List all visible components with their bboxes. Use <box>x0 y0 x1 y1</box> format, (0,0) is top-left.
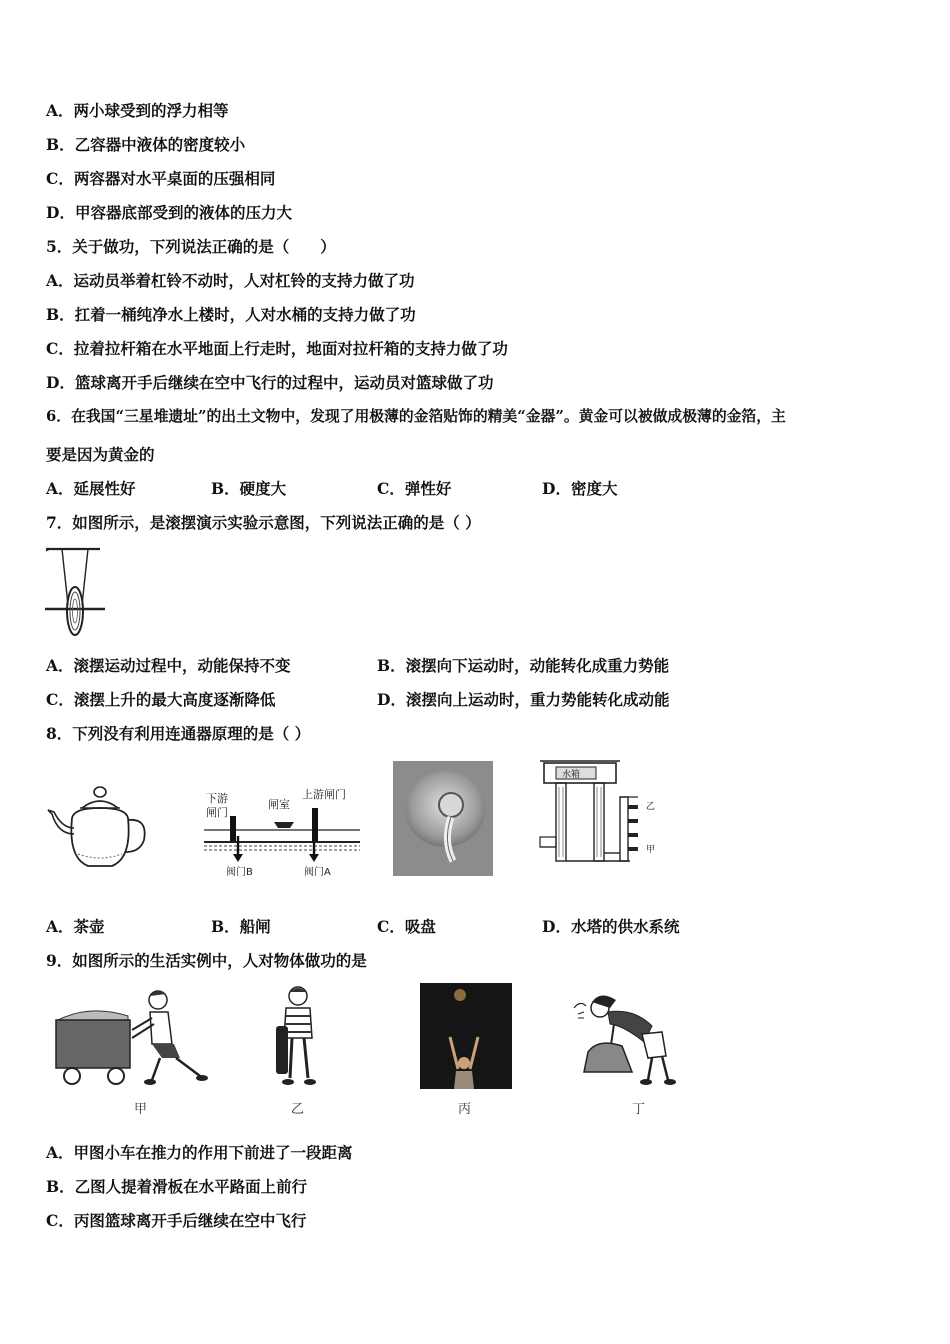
boy-carrying-skateboard-figure <box>268 982 328 1092</box>
suction-cup-photo <box>393 761 493 876</box>
q8-option-d: D．水塔的供水系统 <box>542 917 680 936</box>
q9-option-c: C．丙图篮球离开手后继续在空中飞行 <box>46 1211 307 1230</box>
q5-option-c: C．拉着拉杆箱在水平地面上行走时，地面对拉杆箱的支持力做了功 <box>46 339 508 358</box>
q6-stem-line2: 要是因为黄金的 <box>46 445 155 464</box>
girl-pushing-rock-figure <box>570 986 690 1086</box>
boy-pushing-cart-figure <box>50 984 215 1094</box>
upstream-gate-label: 上游闸门 <box>302 788 346 801</box>
q6-option-b: B．硬度大 <box>211 479 287 498</box>
q7-option-d: D．滚摆向上运动时，重力势能转化成动能 <box>377 690 670 709</box>
q5-option-b: B．扛着一桶纯净水上楼时，人对水桶的支持力做了功 <box>46 305 416 324</box>
q7-option-c: C．滚摆上升的最大高度逐渐降低 <box>46 690 276 709</box>
tower-yi-label: 乙 <box>646 802 656 812</box>
q6-stem-line1: 6．在我国“三星堆遗址”的出土文物中，发现了用极薄的金箔贴饰的精美“金器”。黄金可以被做成极薄的金箔，主 <box>46 408 786 425</box>
caption-bing: 丙 <box>458 1102 472 1117</box>
q4-option-b: B．乙容器中液体的密度较小 <box>46 135 246 154</box>
tower-jia-label: 甲 <box>646 845 656 855</box>
ship-lock-figure <box>202 786 362 878</box>
valve-a-label: 阀门A <box>304 867 331 878</box>
caption-ding: 丁 <box>632 1102 646 1117</box>
tower-tank-label: 水箱 <box>562 770 581 780</box>
q9-stem: 9．如图所示的生活实例中，人对物体做功的是 <box>46 951 367 970</box>
q4-option-a: A．两小球受到的浮力相等 <box>46 101 229 120</box>
q6-option-d: D．密度大 <box>542 479 618 498</box>
q7-option-a: A．滚摆运动过程中，动能保持不变 <box>46 656 291 675</box>
caption-jia: 甲 <box>134 1102 148 1117</box>
q8-stem: 8．下列没有利用连通器原理的是（ ） <box>46 724 311 743</box>
q8-option-b: B．船闸 <box>211 917 271 936</box>
valve-b-label: 阀门B <box>226 867 253 878</box>
q6-option-a: A．延展性好 <box>46 479 136 498</box>
q6-option-c: C．弹性好 <box>377 479 452 498</box>
water-tower-figure <box>538 757 688 869</box>
caption-yi: 乙 <box>291 1102 305 1117</box>
q5-option-a: A．运动员举着杠铃不动时，人对杠铃的支持力做了功 <box>46 271 415 290</box>
lock-chamber-label: 闸室 <box>268 798 290 811</box>
q4-option-d: D．甲容器底部受到的液体的压力大 <box>46 203 292 222</box>
downstream-gate-label-2: 闸门 <box>206 806 228 819</box>
q8-option-c: C．吸盘 <box>377 917 436 936</box>
maxwell-wheel-figure <box>42 543 112 643</box>
q4-option-c: C．两容器对水平桌面的压强相同 <box>46 169 276 188</box>
q9-option-a: A．甲图小车在推力的作用下前进了一段距离 <box>46 1143 353 1162</box>
downstream-gate-label-1: 下游 <box>206 792 228 805</box>
q8-option-a: A．茶壶 <box>46 917 105 936</box>
q7-stem: 7．如图所示，是滚摆演示实验示意图，下列说法正确的是（ ） <box>46 513 481 532</box>
q5-stem: 5．关于做功，下列说法正确的是（ ） <box>46 237 336 256</box>
q9-option-b: B．乙图人提着滑板在水平路面上前行 <box>46 1177 308 1196</box>
q5-option-d: D．篮球离开手后继续在空中飞行的过程中，运动员对篮球做了功 <box>46 373 494 392</box>
basketball-shot-photo <box>420 983 512 1089</box>
q7-option-b: B．滚摆向下运动时，动能转化成重力势能 <box>377 656 670 675</box>
teapot-figure <box>44 778 154 878</box>
